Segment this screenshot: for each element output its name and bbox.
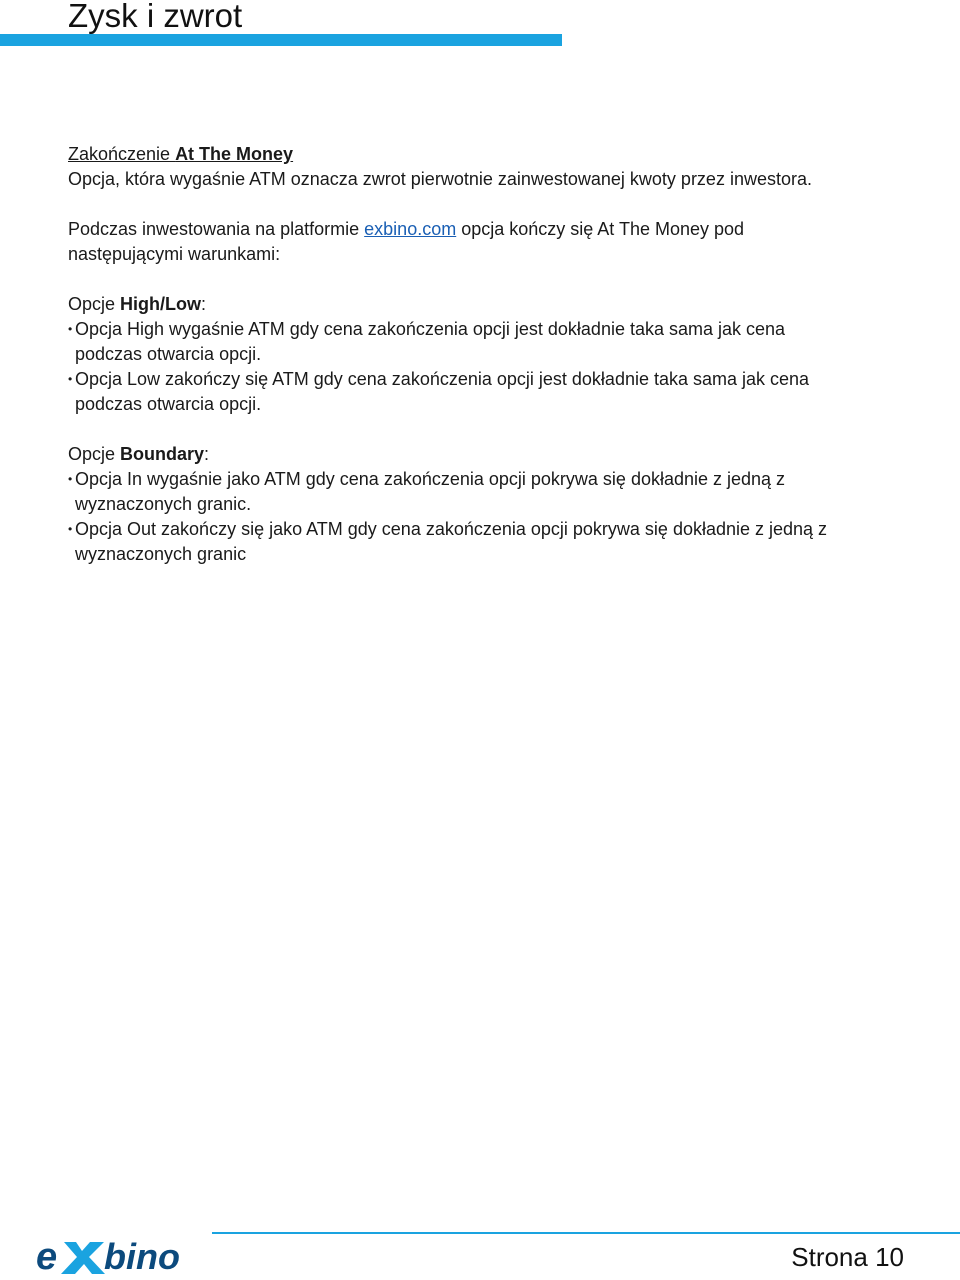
highlow-label-suffix: : bbox=[201, 294, 207, 314]
exbino-link[interactable]: exbino.com bbox=[364, 219, 457, 239]
exbino-logo bbox=[34, 1236, 214, 1276]
list-item-text: Opcja Out zakończy się jako ATM gdy cena zakończenia opcji pokrywa się dokładnie z jedną z wyznaczonych granic bbox=[75, 519, 828, 564]
bullet-icon: • bbox=[68, 472, 73, 486]
logo-x-mark bbox=[61, 1242, 105, 1274]
atm-heading bbox=[68, 142, 838, 167]
bullet-icon: • bbox=[68, 522, 73, 536]
footer-divider bbox=[212, 1232, 960, 1234]
boundary-label bbox=[68, 442, 838, 467]
highlow-list bbox=[68, 317, 838, 417]
bullet-icon: • bbox=[68, 372, 73, 386]
atm-heading-bold: At The Money bbox=[175, 144, 294, 164]
boundary-label-prefix: Opcje bbox=[68, 444, 121, 464]
logo-bino-glyphs: bino bbox=[104, 1236, 180, 1276]
list-item-text: Opcja In wygaśnie jako ATM gdy cena zakończenia opcji pokrywa się dokładnie z jedną z wyznaczonych granic. bbox=[75, 469, 786, 514]
page-number: Strona 10 bbox=[791, 1242, 904, 1272]
page-title: Zysk i zwrot bbox=[68, 0, 243, 34]
highlow-label-bold: High/Low bbox=[120, 294, 202, 314]
list-item bbox=[68, 317, 838, 367]
title-underline-bar bbox=[0, 34, 562, 46]
list-item bbox=[68, 467, 838, 517]
platform-text-after: opcja kończy się At The Money pod następującymi warunkami: bbox=[68, 219, 745, 264]
bullet-icon: • bbox=[68, 322, 73, 336]
document-body bbox=[68, 142, 838, 567]
atm-heading-prefix: Zakończenie bbox=[68, 144, 176, 164]
atm-definition: Opcja, która wygaśnie ATM oznacza zwrot pierwotnie zainwestowanej kwoty przez inwestora. bbox=[68, 169, 812, 189]
list-item bbox=[68, 517, 838, 567]
highlow-label bbox=[68, 292, 838, 317]
list-item bbox=[68, 367, 838, 417]
boundary-label-suffix: : bbox=[204, 444, 210, 464]
boundary-list bbox=[68, 467, 838, 567]
list-item-text: Opcja High wygaśnie ATM gdy cena zakończenia opcji jest dokładnie taka sama jak cena podczas otwarcia opcji. bbox=[75, 319, 786, 364]
logo-e-glyph: e bbox=[36, 1236, 58, 1276]
list-item-text: Opcja Low zakończy się ATM gdy cena zakończenia opcji jest dokładnie taka sama jak cena podczas otwarcia opcji. bbox=[75, 369, 810, 414]
platform-text-before: Podczas inwestowania na platformie bbox=[68, 219, 365, 239]
platform-paragraph bbox=[68, 217, 838, 267]
boundary-label-bold: Boundary bbox=[120, 444, 205, 464]
highlow-label-prefix: Opcje bbox=[68, 294, 121, 314]
